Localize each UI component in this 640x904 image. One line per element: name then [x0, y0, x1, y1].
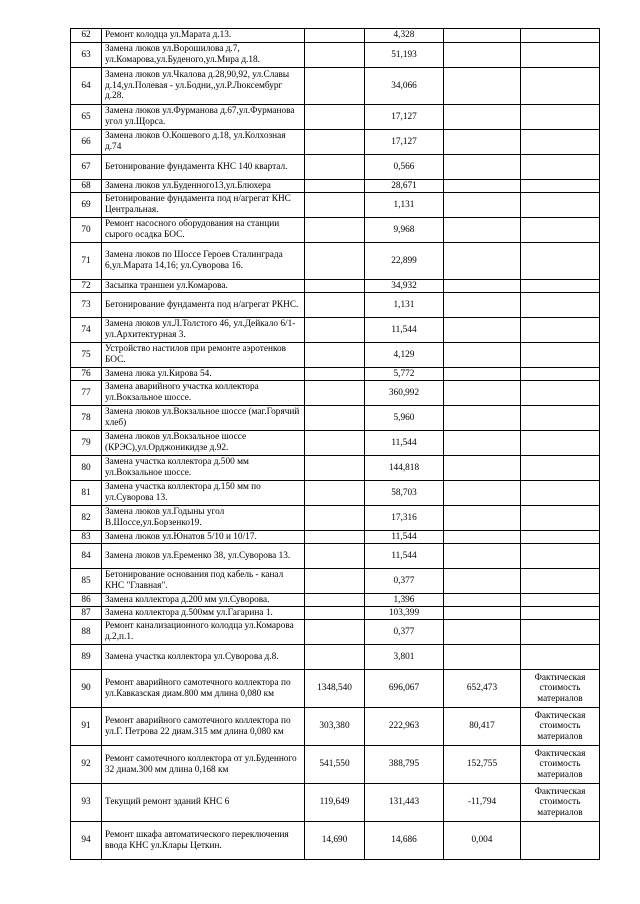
actual-cost-cell: 3,801: [365, 645, 444, 670]
difference-cell: [444, 456, 521, 481]
difference-cell: [444, 481, 521, 506]
table-row: [71, 293, 600, 318]
note-cell: [521, 645, 600, 670]
actual-cost-cell: 17,127: [365, 130, 444, 155]
work-name-cell: Замена аварийного участка коллектора ул.Вокзальное шоссе.: [102, 381, 305, 406]
row-number-cell: 65: [71, 105, 102, 130]
work-name-cell: Бетонирование фундамента КНС 140 квартал.: [102, 155, 305, 180]
actual-cost-cell: 17,316: [365, 506, 444, 531]
work-name-cell: Замена люков ул.Годыны угол В.Шоссе,ул.Борзенко19.: [102, 506, 305, 531]
difference-cell: [444, 193, 521, 218]
note-cell: [521, 431, 600, 456]
planned-cost-cell: 1348,540: [305, 670, 365, 708]
difference-cell: [444, 105, 521, 130]
actual-cost-cell: 51,193: [365, 43, 444, 68]
planned-cost-cell: [305, 68, 365, 105]
planned-cost-cell: 303,380: [305, 708, 365, 746]
row-number-cell: 81: [71, 481, 102, 506]
repair-works-table: [70, 28, 600, 860]
planned-cost-cell: [305, 481, 365, 506]
planned-cost-cell: [305, 318, 365, 343]
planned-cost-cell: [305, 456, 365, 481]
row-number-cell: 64: [71, 68, 102, 105]
note-cell: Фактическая стоимость материалов: [521, 670, 600, 708]
difference-cell: [444, 43, 521, 68]
difference-cell: -11,794: [444, 784, 521, 822]
row-number-cell: 68: [71, 180, 102, 193]
planned-cost-cell: [305, 594, 365, 607]
difference-cell: [444, 218, 521, 243]
table-row: [71, 544, 600, 569]
work-name-cell: Замена люков ул.Чкалова д.28,90,92, ул.Славы д.14,ул.Полевая - ул.Бодни,,ул.Р.Люксембург д.28.: [102, 68, 305, 105]
note-cell: [521, 29, 600, 43]
actual-cost-cell: 17,127: [365, 105, 444, 130]
table-row: [71, 708, 600, 746]
difference-cell: [444, 544, 521, 569]
planned-cost-cell: 541,550: [305, 746, 365, 784]
actual-cost-cell: 11,544: [365, 318, 444, 343]
note-cell: [521, 280, 600, 293]
difference-cell: [444, 243, 521, 280]
actual-cost-cell: 28,671: [365, 180, 444, 193]
planned-cost-cell: [305, 43, 365, 68]
planned-cost-cell: [305, 180, 365, 193]
difference-cell: [444, 68, 521, 105]
note-cell: [521, 456, 600, 481]
actual-cost-cell: 58,703: [365, 481, 444, 506]
note-cell: [521, 193, 600, 218]
table-row: [71, 318, 600, 343]
row-number-cell: 73: [71, 293, 102, 318]
difference-cell: [444, 155, 521, 180]
actual-cost-cell: 11,544: [365, 431, 444, 456]
work-name-cell: Ремонт аварийного самотечного коллектора по ул.Г. Петрова 22 диам.315 мм длина 0,080 км: [102, 708, 305, 746]
work-name-cell: Текущий ремонт зданий КНС 6: [102, 784, 305, 822]
work-name-cell: Замена участка коллектора д.150 мм по ул.Суворова 13.: [102, 481, 305, 506]
note-cell: [521, 381, 600, 406]
actual-cost-cell: 11,544: [365, 531, 444, 544]
table-row: [71, 43, 600, 68]
table-row: [71, 746, 600, 784]
work-name-cell: Замена люков ул.Юнатов 5/10 и 10/17.: [102, 531, 305, 544]
table-row: [71, 784, 600, 822]
planned-cost-cell: [305, 130, 365, 155]
table-row: [71, 406, 600, 431]
row-number-cell: 78: [71, 406, 102, 431]
table-row: [71, 670, 600, 708]
work-name-cell: Бетонирование фундамента под н/агрегат РКНС.: [102, 293, 305, 318]
note-cell: [521, 318, 600, 343]
table-row: [71, 243, 600, 280]
difference-cell: [444, 506, 521, 531]
work-name-cell: Ремонт канализационного колодца ул.Комарова д.2,п.1.: [102, 620, 305, 645]
work-name-cell: Бетонирование основания под кабель - канал КНС "Главная".: [102, 569, 305, 594]
table-row: [71, 130, 600, 155]
planned-cost-cell: 14,690: [305, 822, 365, 860]
note-cell: [521, 68, 600, 105]
row-number-cell: 93: [71, 784, 102, 822]
row-number-cell: 89: [71, 645, 102, 670]
table-row: [71, 431, 600, 456]
row-number-cell: 82: [71, 506, 102, 531]
note-cell: [521, 544, 600, 569]
work-name-cell: Замена люков О.Кошевого д.18, ул.Колхозная д.74: [102, 130, 305, 155]
work-name-cell: Замена участка коллектора д.500 мм ул.Вокзальное шоссе.: [102, 456, 305, 481]
table-row: [71, 105, 600, 130]
row-number-cell: 94: [71, 822, 102, 860]
actual-cost-cell: 222,963: [365, 708, 444, 746]
planned-cost-cell: [305, 29, 365, 43]
table-row: [71, 368, 600, 381]
row-number-cell: 67: [71, 155, 102, 180]
table-row: [71, 645, 600, 670]
planned-cost-cell: [305, 368, 365, 381]
difference-cell: [444, 531, 521, 544]
table-row: [71, 68, 600, 105]
note-cell: [521, 43, 600, 68]
work-name-cell: Засыпка траншеи ул.Комарова.: [102, 280, 305, 293]
difference-cell: [444, 594, 521, 607]
row-number-cell: 69: [71, 193, 102, 218]
planned-cost-cell: [305, 531, 365, 544]
actual-cost-cell: 0,377: [365, 569, 444, 594]
planned-cost-cell: [305, 293, 365, 318]
work-name-cell: Замена люков ул.Вокзальное шоссе (маг.Горячий хлеб): [102, 406, 305, 431]
difference-cell: [444, 620, 521, 645]
row-number-cell: 90: [71, 670, 102, 708]
note-cell: Фактическая стоимость материалов: [521, 708, 600, 746]
row-number-cell: 70: [71, 218, 102, 243]
planned-cost-cell: [305, 569, 365, 594]
row-number-cell: 76: [71, 368, 102, 381]
difference-cell: [444, 431, 521, 456]
note-cell: [521, 607, 600, 620]
note-cell: [521, 368, 600, 381]
actual-cost-cell: 34,066: [365, 68, 444, 105]
difference-cell: [444, 607, 521, 620]
work-name-cell: Замена люков ул.Еременко 38, ул.Суворова 13.: [102, 544, 305, 569]
planned-cost-cell: [305, 155, 365, 180]
table-row: [71, 280, 600, 293]
table-row: [71, 620, 600, 645]
table-row: [71, 29, 600, 43]
difference-cell: [444, 368, 521, 381]
work-name-cell: Замена люков ул.Вокзальное шоссе (КРЭС),ул.Орджоникидзе д.92.: [102, 431, 305, 456]
note-cell: [521, 105, 600, 130]
planned-cost-cell: [305, 620, 365, 645]
planned-cost-cell: [305, 218, 365, 243]
row-number-cell: 62: [71, 29, 102, 43]
actual-cost-cell: 4,328: [365, 29, 444, 43]
table-row: [71, 180, 600, 193]
work-name-cell: Замена люков ул.Л.Толстого 46, ул.Дейкало 6/1-ул.Архитектурная 3.: [102, 318, 305, 343]
planned-cost-cell: [305, 381, 365, 406]
planned-cost-cell: [305, 506, 365, 531]
row-number-cell: 85: [71, 569, 102, 594]
difference-cell: [444, 280, 521, 293]
row-number-cell: 75: [71, 343, 102, 368]
actual-cost-cell: 144,818: [365, 456, 444, 481]
planned-cost-cell: [305, 544, 365, 569]
table-row: [71, 531, 600, 544]
difference-cell: 152,755: [444, 746, 521, 784]
table-row: [71, 822, 600, 860]
note-cell: [521, 180, 600, 193]
actual-cost-cell: 5,960: [365, 406, 444, 431]
actual-cost-cell: 9,968: [365, 218, 444, 243]
note-cell: [521, 822, 600, 860]
planned-cost-cell: [305, 607, 365, 620]
row-number-cell: 63: [71, 43, 102, 68]
work-name-cell: Замена люков ул.Буденного13,ул.Блюхера: [102, 180, 305, 193]
actual-cost-cell: 103,399: [365, 607, 444, 620]
planned-cost-cell: [305, 406, 365, 431]
planned-cost-cell: [305, 645, 365, 670]
row-number-cell: 77: [71, 381, 102, 406]
table-row: [71, 569, 600, 594]
actual-cost-cell: 360,992: [365, 381, 444, 406]
planned-cost-cell: 119,649: [305, 784, 365, 822]
actual-cost-cell: 696,067: [365, 670, 444, 708]
row-number-cell: 84: [71, 544, 102, 569]
work-name-cell: Устройство настилов при ремонте аэротенков БОС.: [102, 343, 305, 368]
planned-cost-cell: [305, 243, 365, 280]
actual-cost-cell: 0,377: [365, 620, 444, 645]
difference-cell: [444, 381, 521, 406]
difference-cell: 80,417: [444, 708, 521, 746]
work-name-cell: Замена люка ул.Кирова 54.: [102, 368, 305, 381]
planned-cost-cell: [305, 193, 365, 218]
note-cell: Фактическая стоимость материалов: [521, 784, 600, 822]
note-cell: [521, 293, 600, 318]
difference-cell: [444, 29, 521, 43]
actual-cost-cell: 22,899: [365, 243, 444, 280]
actual-cost-cell: 14,686: [365, 822, 444, 860]
difference-cell: [444, 318, 521, 343]
difference-cell: [444, 406, 521, 431]
note-cell: [521, 531, 600, 544]
note-cell: [521, 218, 600, 243]
planned-cost-cell: [305, 431, 365, 456]
work-name-cell: Замена люков по Шоссе Героев Сталинграда 6,ул.Марата 14,16; ул.Суворова 16.: [102, 243, 305, 280]
note-cell: Фактическая стоимость материалов: [521, 746, 600, 784]
table-row: [71, 456, 600, 481]
note-cell: [521, 481, 600, 506]
row-number-cell: 74: [71, 318, 102, 343]
work-name-cell: Ремонт колодца ул.Марата д.13.: [102, 29, 305, 43]
table-body: [71, 29, 600, 860]
actual-cost-cell: 4,129: [365, 343, 444, 368]
actual-cost-cell: 0,566: [365, 155, 444, 180]
table-row: [71, 481, 600, 506]
work-name-cell: Ремонт шкафа автоматического переключения ввода КНС ул.Клары Цеткин.: [102, 822, 305, 860]
work-name-cell: Бетонирование фундамента под н/агрегат КНС Центральная.: [102, 193, 305, 218]
row-number-cell: 72: [71, 280, 102, 293]
actual-cost-cell: 131,443: [365, 784, 444, 822]
row-number-cell: 92: [71, 746, 102, 784]
note-cell: [521, 620, 600, 645]
difference-cell: 652,473: [444, 670, 521, 708]
difference-cell: [444, 569, 521, 594]
work-name-cell: Ремонт аварийного самотечного коллектора по ул.Кавказская диам.800 мм длина 0,080 км: [102, 670, 305, 708]
row-number-cell: 71: [71, 243, 102, 280]
actual-cost-cell: 1,131: [365, 193, 444, 218]
actual-cost-cell: 34,932: [365, 280, 444, 293]
document-page: [70, 28, 599, 860]
table-row: [71, 607, 600, 620]
row-number-cell: 91: [71, 708, 102, 746]
note-cell: [521, 406, 600, 431]
row-number-cell: 66: [71, 130, 102, 155]
table-row: [71, 381, 600, 406]
row-number-cell: 80: [71, 456, 102, 481]
note-cell: [521, 569, 600, 594]
actual-cost-cell: 1,131: [365, 293, 444, 318]
difference-cell: [444, 130, 521, 155]
work-name-cell: Замена люков ул.Ворошилова д.7, ул.Комарова,ул.Буденого,ул.Мира д.18.: [102, 43, 305, 68]
row-number-cell: 83: [71, 531, 102, 544]
table-row: [71, 343, 600, 368]
work-name-cell: Замена коллектора д.200 мм ул.Суворова.: [102, 594, 305, 607]
actual-cost-cell: 388,795: [365, 746, 444, 784]
planned-cost-cell: [305, 343, 365, 368]
table-row: [71, 155, 600, 180]
planned-cost-cell: [305, 280, 365, 293]
note-cell: [521, 506, 600, 531]
work-name-cell: Ремонт насосного оборудования на станции сырого осадка БОС.: [102, 218, 305, 243]
note-cell: [521, 243, 600, 280]
actual-cost-cell: 5,772: [365, 368, 444, 381]
difference-cell: 0,004: [444, 822, 521, 860]
work-name-cell: Замена участка коллектора ул.Суворова д.8.: [102, 645, 305, 670]
difference-cell: [444, 645, 521, 670]
row-number-cell: 79: [71, 431, 102, 456]
actual-cost-cell: 11,544: [365, 544, 444, 569]
table-row: [71, 594, 600, 607]
actual-cost-cell: 1,396: [365, 594, 444, 607]
note-cell: [521, 155, 600, 180]
row-number-cell: 88: [71, 620, 102, 645]
table-row: [71, 218, 600, 243]
row-number-cell: 87: [71, 607, 102, 620]
note-cell: [521, 594, 600, 607]
row-number-cell: 86: [71, 594, 102, 607]
table-row: [71, 193, 600, 218]
work-name-cell: Замена коллектора д.500мм ул.Гагарина 1.: [102, 607, 305, 620]
note-cell: [521, 343, 600, 368]
difference-cell: [444, 180, 521, 193]
note-cell: [521, 130, 600, 155]
work-name-cell: Замена люков ул.Фурманова д.67,ул.Фурманова угол ул.Щорса.: [102, 105, 305, 130]
difference-cell: [444, 293, 521, 318]
table-row: [71, 506, 600, 531]
planned-cost-cell: [305, 105, 365, 130]
difference-cell: [444, 343, 521, 368]
work-name-cell: Ремонт самотечного коллектора от ул.Буденного 32 диам.300 мм длина 0,168 км: [102, 746, 305, 784]
